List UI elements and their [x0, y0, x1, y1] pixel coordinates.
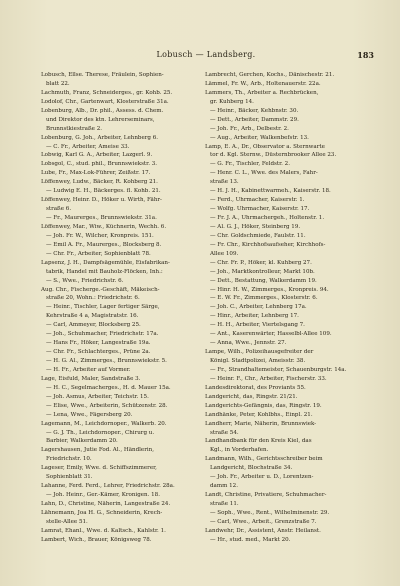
directory-entry-line: — Joh. Fr., Arbeiter u. D., Lorentzen- — [210, 474, 314, 481]
directory-entry-line: — Chr. Fr., Arbeiter, Sophienblatt 78. — [46, 250, 151, 257]
directory-entry-line: Löffenwey, Mar., Wiw., Küchnerin, Wechh. 6. — [41, 223, 167, 230]
directory-entry-line: — Hr., stud. med., Markt 20. — [210, 536, 291, 543]
directory-entry-line: — Ant., Kaserenwärter, Hasselbl-Allee 109. — [210, 331, 332, 338]
directory-entry-line: Landwehr, Dr., Assistent, Anstr. Heilanst. — [205, 527, 321, 534]
directory-entry-line: — Carl, Ammeyer, Blocksberg 25. — [46, 322, 141, 329]
directory-entry-line: — Chr. Fr. P., Höker, kl. Kuhberg 27. — [210, 259, 312, 266]
directory-entry-line: Kehrstraße 4 a, Magistratstr. 16. — [46, 313, 139, 320]
directory-entry-line: Lambert, Wich., Brauer, Königsweg 78. — [41, 536, 152, 543]
directory-entry-line: — Heinr. F., Chr., Arbeiter, Fischerstr. 33. — [210, 375, 327, 382]
directory-entry-line: Lagershausen, Jutie Fod. Al., Händlerin, — [41, 447, 154, 454]
directory-entry-line: Barbier, Walkerdamm 20. — [46, 438, 118, 445]
directory-entry-line: Landherr, Marie, Näherin, Brunnswiek- — [205, 420, 317, 427]
directory-entry-line: Aug. Chr., Fischerge.-Geschäft, Mäkeisch- — [41, 286, 160, 293]
directory-entry-line: — Fr., Strandhaltemeister, Schauenburgstr. 14a. — [210, 366, 347, 373]
directory-entry-line: stelle-Allee 51. — [46, 518, 88, 525]
directory-entry-line: — E. W. Fr., Zimmerges., Klosterstr. 6. — [210, 295, 318, 302]
directory-entry-line: Sophienblatt 31. — [46, 474, 93, 481]
directory-entry-line: — Fr. J. A., Uhrmachergeh., Holtenstr. 1. — [210, 215, 325, 221]
directory-entry-line: Lammers, Th., Arbeiter a. Rechbrücken, — [205, 89, 319, 96]
running-head: Lobusch — Landsberg. — [156, 50, 256, 59]
directory-entry-line: Lachmuth, Franz, Schneiderges., gr. Kohb. 25. — [41, 89, 173, 96]
directory-entry-line: — Chr. Goldschmiede, Faulstr. 11. — [210, 232, 306, 239]
directory-entry-line: Landgericht, das, Ringstr. 21/21. — [205, 393, 298, 400]
directory-entry-line: — Lena, Wwe., Fägersberg 20. — [46, 411, 133, 418]
directory-entry-line: Brunnstkiestraße 2. — [46, 125, 103, 132]
directory-entry-line: Königl. Stadtpolizei, Ameisstr. 38. — [210, 358, 306, 364]
directory-entry-line: Lamp, E. A., Dr., Observator a. Sternwarte — [205, 143, 325, 150]
directory-entry-line: Landhandbank für den Kreis Kiel, das — [205, 438, 312, 445]
directory-entry-line: Allee 109. — [210, 250, 239, 257]
directory-entry-line: straße 6. — [46, 206, 72, 213]
page-number: 183 — [357, 50, 374, 60]
directory-entry-line: Lage, Eisfuld, Maler, Sandstraße 3. — [41, 375, 141, 382]
directory-entry-line: — Heinr., Bäcker, Kehbnstr. 30. — [210, 107, 299, 114]
directory-entry-line: tabrik, Handel mit Bauholz-Flöcken, Inh.: — [46, 268, 163, 275]
directory-entry-line: — Dett., Bestattung, Walkerdamm 19. — [210, 277, 317, 284]
directory-entry-line: — Joh. Fr., Arb., Delbestr. 2. — [210, 125, 289, 132]
directory-entry-line: straße 54. — [210, 429, 239, 436]
directory-entry-line: Lämmel, Fr. W., Arb., Holtenauerstr. 22a. — [205, 80, 321, 87]
directory-entry-line: — Fr., Maurerges., Brunnswiekstr. 31a. — [46, 215, 157, 221]
directory-entry-line: Lobenburg, Alb., Dr. phil., Assess. d. Chem. — [41, 107, 164, 114]
directory-entry-line: Landhänke, Peter, Kohlbhs., Einpl. 21. — [205, 411, 313, 418]
left-column — [41, 71, 206, 545]
directory-entry-line: — Al. G. J., Höker, Steinberg 19. — [210, 223, 301, 230]
directory-entry-line: — Carl, Wwe., Arbeit., Grenzstraße 7. — [210, 518, 317, 525]
directory-entry-line: — Ludwig E. H., Bäckerges. fl. Kohb. 21. — [46, 188, 161, 195]
directory-entry-line: straße 13. — [210, 179, 239, 186]
directory-entry-line: — Dett., Arbeiter, Dammstr. 29. — [210, 116, 299, 123]
directory-entry-line: Lube, Fr., Max-Lok-Führer, Zeißstr. 17. — [41, 170, 151, 177]
directory-entry-line: blatt 22. — [46, 80, 70, 87]
directory-entry-line: — Chr. Fr., Schlachterges., Prüne 2a. — [46, 349, 151, 356]
directory-entry-line: — S., Wwe., Friedrichstr. 6. — [46, 277, 124, 284]
directory-entry-line: Landgericht, Blochstraße 34. — [210, 465, 293, 472]
right-column — [205, 71, 370, 545]
directory-entry-line: tor d. Kgl. Sternw., Düsternbrooker Allee 23. — [210, 152, 337, 159]
directory-entry-line: Landt, Christine, Privatiere, Schuhmacher- — [205, 492, 327, 499]
directory-entry-line: — H. Fr., Arbeiter auf Vormer. — [46, 366, 131, 373]
directory-entry-line: Lahanne, Ferd. Ferd., Lehrer, Friedrichstr. 28a. — [41, 483, 175, 490]
directory-entry-line: Landesdirektorat, des Proviants 55. — [205, 384, 306, 391]
directory-entry-line: — Joh. C., Arbeiter, Lehnberg 17a. — [210, 304, 307, 311]
directory-entry-line: — Aug., Arbeiter, Walkenbefstr. 13. — [210, 134, 309, 141]
directory-entry-line: — Joh. Asmus, Arbeiter, Teichstr. 15. — [46, 393, 149, 400]
directory-entry-line: Lapsenz, J. H., Dampfsägemühle, Eisfabrikan- — [41, 259, 170, 266]
directory-entry-line: — Joh. Heinr., Ger.-Kämer, Kronigen. 18. — [46, 492, 160, 499]
directory-entry-line: Landmann, Wilh., Gerichtsschreiber beim — [205, 456, 323, 463]
directory-entry-line: Kgl., in Vorderhafen. — [210, 447, 269, 454]
directory-entry-line: Lodolof, Chr., Gartenwart, Klosterstraße 31a. — [41, 98, 169, 105]
directory-entry-line: Lobwig, Karl G. A., Arbeiter, Lazgerl. 9. — [41, 152, 153, 159]
directory-entry-line: — Anna, Wwe., Jennstr. 27. — [210, 340, 287, 347]
directory-entry-line: — H. H., Arbeiter, Viertelsgang 7. — [210, 322, 305, 329]
directory-entry-line: — Soph., Wwe., Rent., Wilhelminenstr. 29. — [210, 509, 330, 516]
page-header — [38, 49, 374, 61]
directory-entry-line: — Henr. C. L., Wwe. des Malers, Fahr- — [210, 170, 318, 177]
directory-entry-line: damm 12. — [210, 483, 238, 490]
directory-entry-line: — C. Fr., Arbeiter, Ameise 33. — [46, 143, 130, 150]
directory-entry-line: — Emil A. Fr., Maurerges., Blocksberg 8. — [46, 241, 162, 248]
directory-entry-line: — Joh., Marktkontrolleur, Markt 10b. — [210, 268, 315, 275]
directory-entry-line: Löffenwey, Ludw., Bäcker, R. Kohberg 21. — [41, 179, 158, 186]
directory-entry-line: Lähnemann, Joa H. G., Schneiderin, Krech- — [41, 509, 163, 516]
directory-entry-line: Landgerichts-Gefängnis, das, Ringstr. 19. — [205, 402, 322, 409]
directory-entry-line: — Hinr., Arbeiter, Lehnberg 17. — [210, 313, 299, 320]
directory-entry-line: Löffenwey, Heinr. D., Höker u. Wirth, Fähr- — [41, 197, 162, 204]
directory-entry-line: — Hans Fr., Höker, Langestraße 19a. — [46, 340, 151, 347]
directory-entry-line: Lageser, Emily, Wwe. d. Schiffszimmerer, — [41, 465, 157, 472]
directory-entry-line: — H. J. H., Kabinettwarmeh., Kaiserstr. 18. — [210, 188, 331, 195]
directory-entry-line: straße 11. — [210, 501, 239, 507]
directory-entry-line: straße 20, Wohn.: Friedrichstr. 6. — [46, 295, 140, 302]
directory-entry-line: Lambrecht, Gerchen, Kochs., Dänischestr. 21. — [205, 72, 335, 78]
directory-entry-line: — G. J. Th., Leichdornoper., Chirurg u. — [46, 429, 155, 436]
directory-entry-line: — Elise, Wwe., Arbeiterin, Schützenstr. 28. — [46, 402, 168, 409]
directory-entry-line: Lagemann, M., Leichdornoper., Walkerb. 20. — [41, 420, 167, 427]
directory-entry-line: Lamrat, Ehanl., Wwe. d. Kaltsch., Kahlstr. 1. — [41, 527, 166, 534]
directory-entry-line: Lampe, Wilh., Polizeihausgefreiter der — [205, 349, 314, 356]
directory-entry-line: und Direktor des ktn. Lehrerseminars, — [46, 116, 155, 123]
directory-entry-line: — H. C., Segelmacherges., H. d. Mauer 15a. — [46, 384, 171, 391]
directory-entry-line: — Heinr., Tischler, Lager fertiger Särge, — [46, 304, 160, 311]
directory-entry-line: — Joh., Schuhmacher, Friedrichstr. 17a. — [46, 331, 159, 338]
directory-entry-line: — G. Fr., Tischler, Feldstr. 2. — [210, 161, 290, 168]
directory-entry-line: Lobusch, Ellse. Therese, Fräulein, Sophien- — [41, 72, 164, 78]
directory-entry-line: Lahn, D., Christine, Näherin, Langestraße 24. — [41, 501, 171, 507]
directory-entry-line: — Ferd., Uhrmacher, Kaiserstr. 1. — [210, 197, 305, 204]
directory-entry-line: — Hinr. H. W., Zimmerges., Kronpreis. 94. — [210, 286, 329, 293]
directory-entry-line: Lobsgol, C., stud. phil., Brunnswiekstr. 3. — [41, 161, 158, 168]
directory-entry-line: Lobenburg, G. Joh., Arbeiter, Lehnberg 6. — [41, 134, 159, 141]
directory-entry-line: — Joh. Fr. W., Wilcher, Kronpreis. 151. — [46, 232, 154, 239]
directory-entry-line: — H. G. Al., Zimmerges., Brunnswiekstr. 5. — [46, 358, 167, 364]
directory-entry-line: — Wolfg. Uhrmacher, Kaiserstr. 17. — [210, 206, 310, 213]
directory-entry-line: — Fr. Chr., Kirchhofsaufseher, Kirchhofs- — [210, 241, 326, 248]
directory-entry-line: gr. Kuhberg 14. — [210, 98, 254, 105]
directory-entry-line: Friedrichstr. 10. — [46, 456, 92, 463]
